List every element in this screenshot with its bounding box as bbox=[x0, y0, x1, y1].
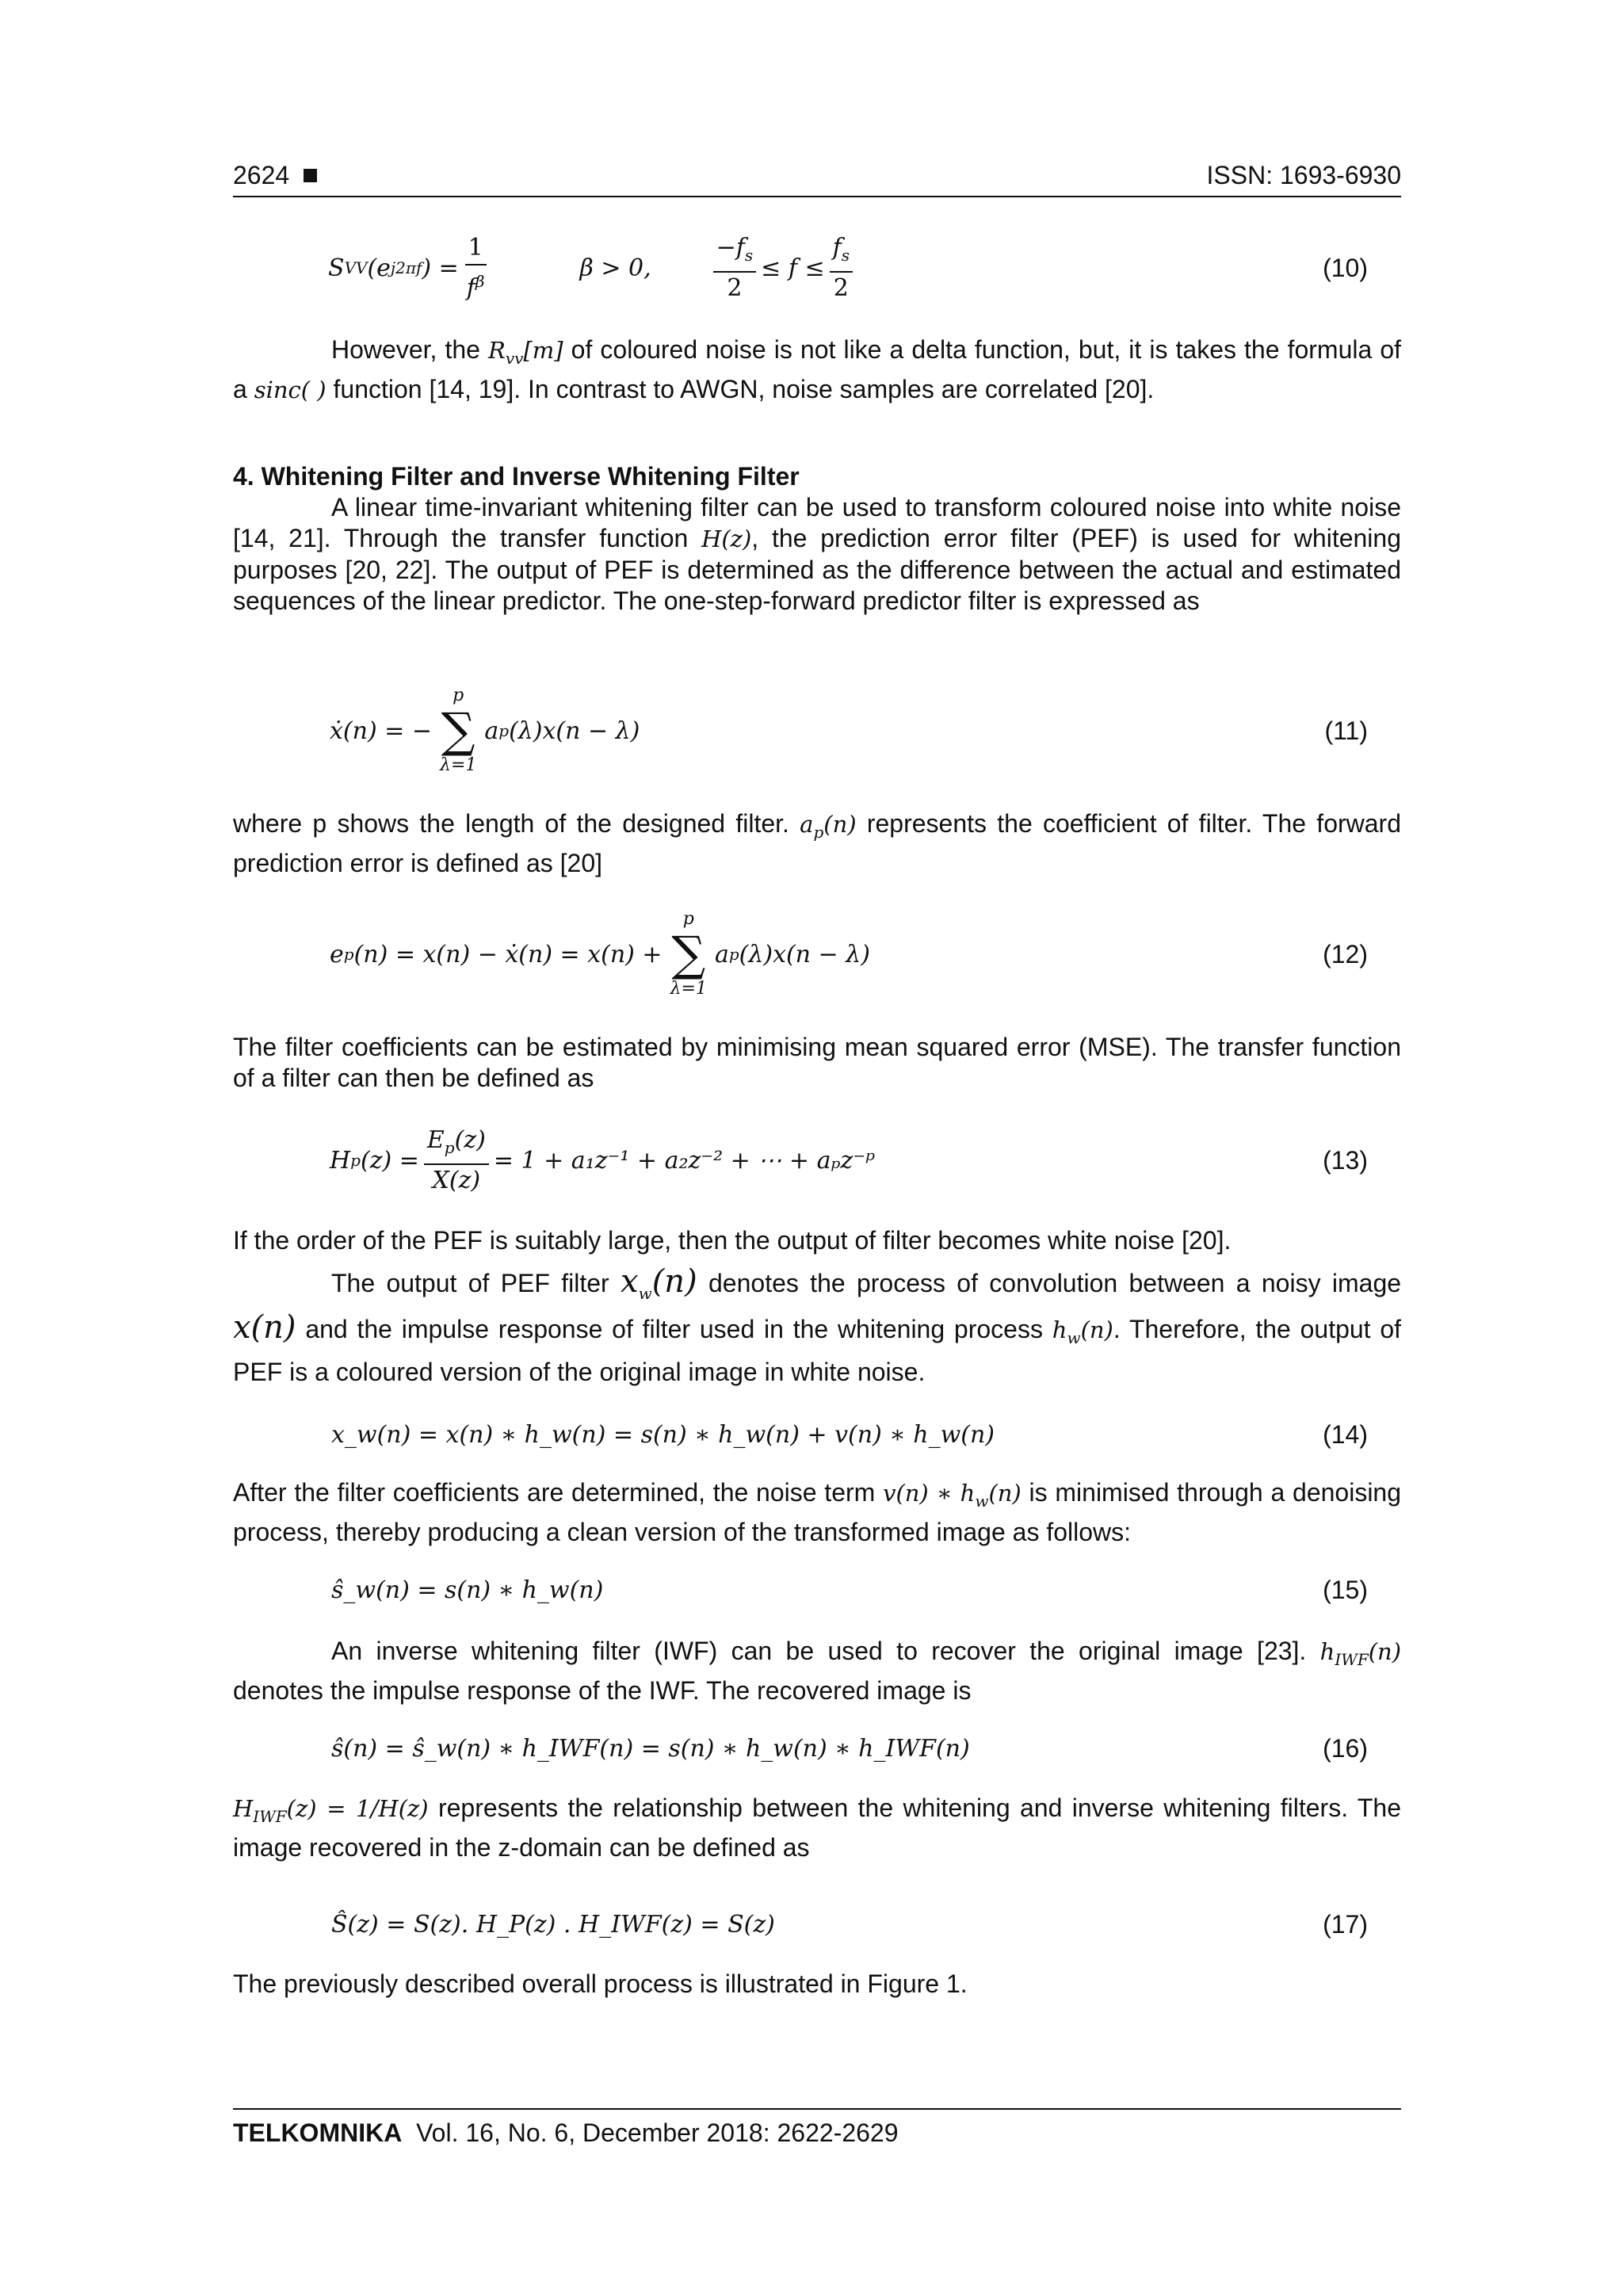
paragraph: However, the $R_{vv}[m]$ of coloured noise is not like a delta function, but, it is takes the formula of a sinc( ) function [14, 19]. In contrast to AWGN, noise samples are correlated [20]. bbox=[233, 335, 1402, 403]
issn: ISSN: 1693-6930 bbox=[1206, 161, 1401, 189]
paragraph: An inverse whitening filter (IWF) can be used to recover the original image [23]. $h_{IWF}(n)$ denotes the impulse response of the IWF. The recovered image is bbox=[233, 1637, 1402, 1705]
paragraph: The previously described overall process is illustrated in Figure 1. bbox=[233, 1969, 968, 1998]
paragraph: A linear time-invariant whitening filter can be used to transform coloured noise into white noise [14, 21]. Through the transfer function H(z), the prediction error filter (PEF) is used for whitening purposes [20, 22]. The output of PEF is determined as the difference between the actual and estimated sequences of the linear predictor. The one-step-forward predictor filter is expressed as bbox=[233, 493, 1402, 615]
page-number: 2624 bbox=[233, 155, 317, 195]
running-header bbox=[233, 155, 1401, 195]
footer-citation: Vol. 16, No. 6, December 2018: 2622-2629 bbox=[416, 2118, 899, 2147]
equation-17: Ŝ(z) = S(z). H_P(z) . H_IWF(z) = S(z) (17) bbox=[331, 1909, 1368, 1939]
paragraph: $H_{IWF}(z) = 1/H(z)$ represents the relationship between the whitening and inverse whitening filters. The image recovered in the z-domain can be defined as bbox=[233, 1794, 1402, 1862]
square-bullet-icon bbox=[304, 169, 317, 182]
journal-name: TELKOMNIKA bbox=[233, 2118, 403, 2147]
equation-15: ŝ_w(n) = s(n) ∗ h_w(n) (15) bbox=[331, 1575, 1368, 1604]
equation-13: H p (z) = $\frac{E_p(z)}{X(z)}$ = 1 + a₁z⁻¹ + a₂z⁻² + ⋯ + aₚz⁻ᵖ (13) bbox=[330, 1125, 1368, 1194]
paragraph: If the order of the PEF is suitably large, then the output of filter becomes white noise [20]. bbox=[233, 1226, 1232, 1255]
section-heading: 4. Whitening Filter and Inverse Whitening Filter bbox=[233, 462, 800, 491]
paragraph: where p shows the length of the designed filter. $a_p(n)$ represents the coefficient of filter. The forward prediction error is defined as [20] bbox=[233, 809, 1402, 877]
equation-10: S VV (e j2πf ) = $\frac{1}{f^\beta}$ β > 0, $\frac{-f_s}{2}$ ≤ f ≤ $\frac{f_s}{2}$ (10) bbox=[328, 233, 1368, 302]
footer bbox=[233, 2113, 899, 2153]
paragraph: The filter coefficients can be estimated by minimising mean squared error (MSE). The transfer function of a filter can then be defined as bbox=[233, 1033, 1401, 1092]
equation-12: e p (n) = x(n) − ẋ(n) = x(n) + p ∑ λ=1 a p (λ)x(n − λ) (12) bbox=[330, 909, 1368, 999]
equation-11: ẋ(n) = − p ∑ λ=1 a p (λ)x(n − λ) (11) bbox=[330, 686, 1368, 775]
equation-14: x_w(n) = x(n) ∗ h_w(n) = s(n) ∗ h_w(n) + v(n) ∗ h_w(n) (14) bbox=[331, 1419, 1368, 1449]
equation-16: ŝ(n) = ŝ_w(n) ∗ h_IWF(n) = s(n) ∗ h_w(n) ∗ h_IWF(n) (16) bbox=[331, 1733, 1368, 1763]
paragraph: The output of PEF filter $x_w(n)$ denotes the process of convolution between a noisy image x(n) and the impulse response of filter used in the whitening process $h_w(n)$. Therefore, the output of PEF is a coloured version of the original image in white noise. bbox=[233, 1263, 1402, 1386]
footer-rule bbox=[233, 2108, 1401, 2110]
paragraph: After the filter coefficients are determined, the noise term v(n) ∗ $h_w(n)$ is minimised through a denoising process, thereby producing a clean version of the transformed image as follows: bbox=[233, 1478, 1402, 1546]
header-rule bbox=[233, 196, 1401, 197]
